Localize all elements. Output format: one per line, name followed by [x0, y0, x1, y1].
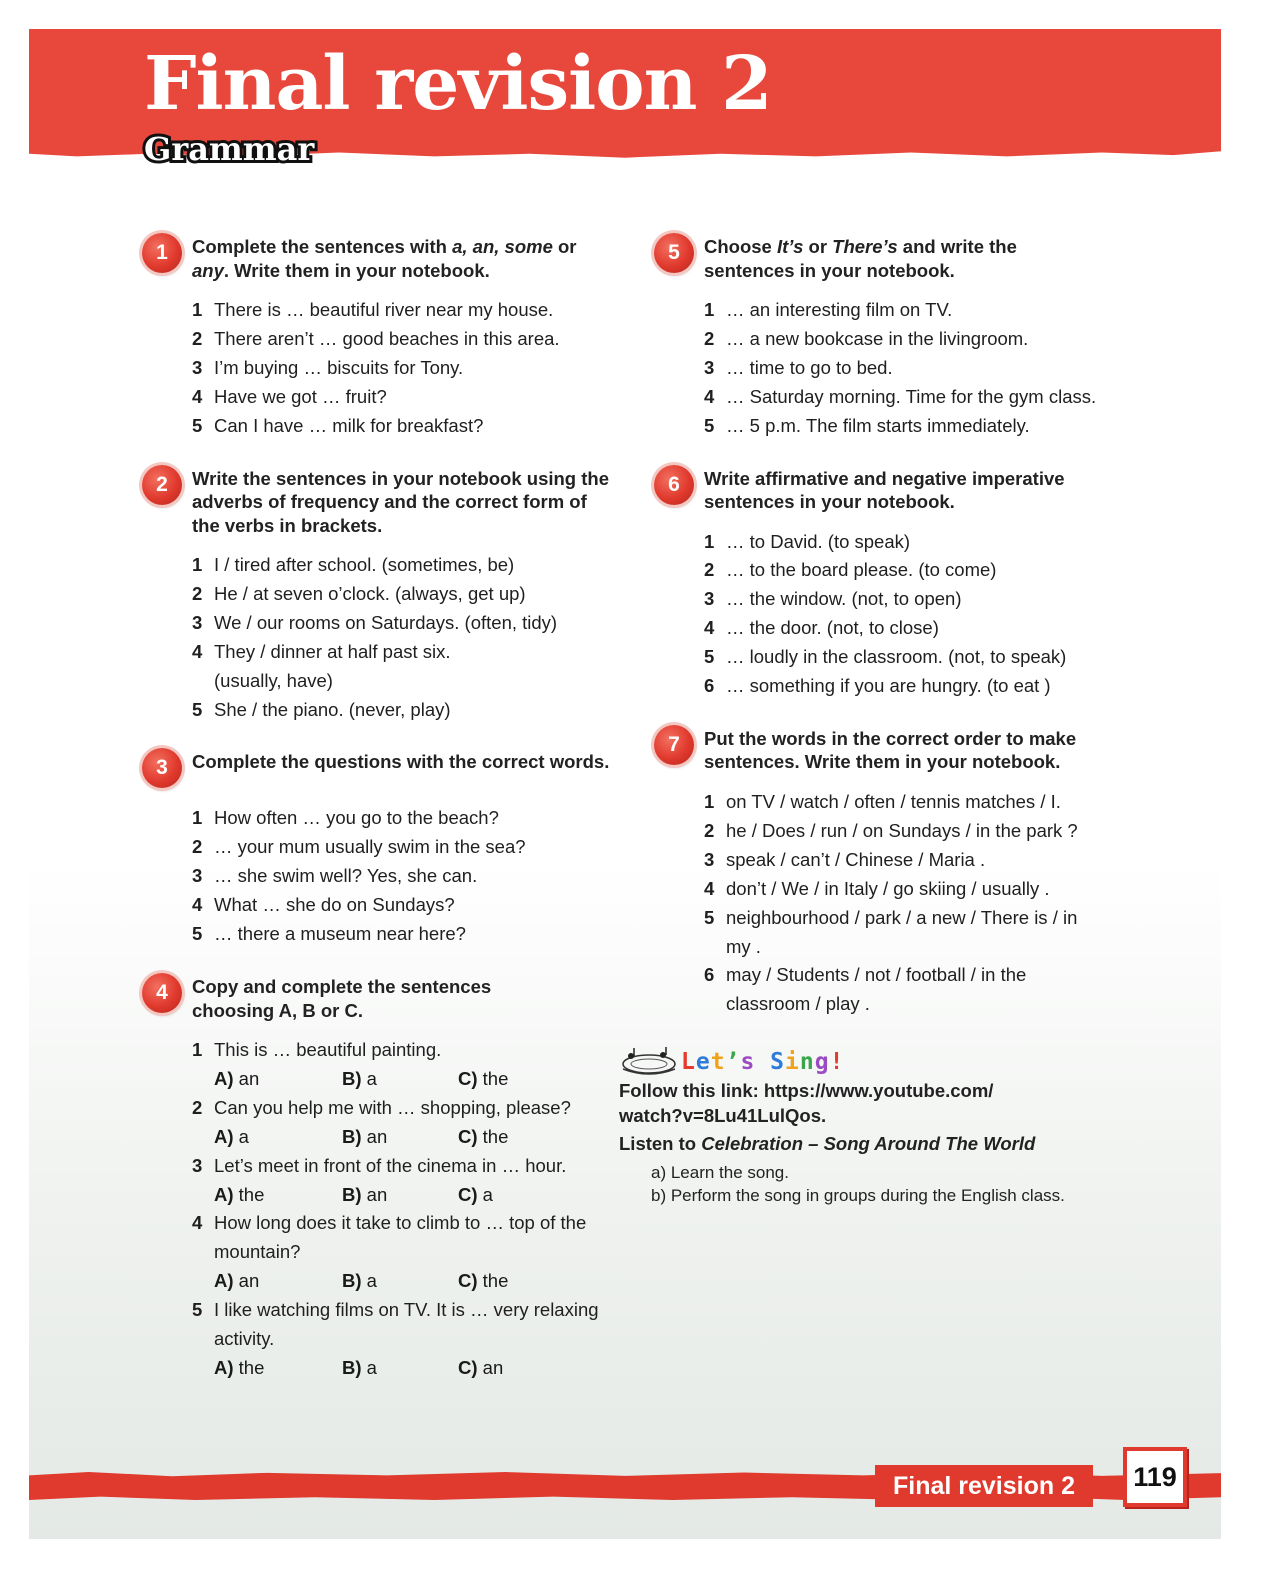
exercise-5: [654, 235, 1124, 441]
exercise-instruction: Choose It’s or There’s and write the sentences in your notebook.: [704, 236, 1017, 281]
list-item: 5 … 5 p.m. The film starts immediately.: [704, 414, 1030, 436]
song-title-letter: [755, 1049, 770, 1075]
list-item: 3 … time to go to bed.: [704, 356, 893, 378]
exercise-6: [654, 467, 1124, 701]
list-item: 3 We / our rooms on Saturdays. (often, tidy): [192, 611, 558, 633]
workbook-page: [29, 29, 1221, 1539]
right-column: [619, 235, 1124, 1208]
choice-a: A) an: [214, 1067, 260, 1089]
song-task: b) Perform the song in groups during the English class.: [651, 1186, 1065, 1206]
exercise-number-badge: 5: [654, 233, 694, 273]
answer-choices: [192, 1181, 612, 1210]
list-item: 1 on TV / watch / often / tennis matches / I.: [704, 790, 1061, 812]
list-item: 6 … something if you are hungry. (to eat ): [704, 675, 1051, 697]
choice-c: C) the: [458, 1270, 509, 1292]
choice-a: A) the: [214, 1183, 265, 1205]
exercise-items: [142, 296, 612, 441]
page-number: 119: [1123, 1447, 1187, 1507]
exercise-items: [142, 1036, 612, 1383]
song-title-letter: L: [681, 1049, 696, 1076]
list-item: 2 he / Does / run / on Sundays / in the park ?: [704, 819, 1078, 841]
list-item: 2 … a new bookcase in the livingroom.: [704, 327, 1029, 349]
choice-c: C) the: [458, 1125, 509, 1147]
exercise-instruction: Put the words in the correct order to make sentences. Write them in your notebook.: [704, 727, 1077, 773]
list-item: 5 She / the piano. (never, play): [192, 698, 451, 720]
choice-b: B) an: [342, 1125, 388, 1147]
answer-choices: [192, 1267, 612, 1296]
list-item: 4 What … she do on Sundays?: [192, 894, 455, 916]
song-link-line-2: watch?v=8Lu41LulQos.: [619, 1104, 827, 1126]
list-item: 4 don’t / We / in Italy / go skiing / usually .: [704, 877, 1050, 899]
choice-c: C) the: [458, 1067, 509, 1089]
list-item: 5 Can I have … milk for breakfast?: [192, 414, 484, 436]
exercise-4: [142, 975, 612, 1383]
list-item: 1 … an interesting film on TV.: [704, 299, 953, 320]
song-task: a) Learn the song.: [651, 1162, 789, 1182]
left-column: [142, 235, 612, 1409]
choice-a: A) the: [214, 1356, 265, 1378]
list-item: 3 Let’s meet in front of the cinema in … hour.: [192, 1154, 567, 1176]
list-item: 3 … the window. (not, to open): [704, 588, 962, 610]
page-title: Final revision 2: [144, 41, 772, 127]
list-item: 2 … to the board please. (to come): [704, 559, 997, 581]
list-item: 3 … she swim well? Yes, she can.: [192, 865, 478, 887]
exercise-instruction: Write affirmative and negative imperative sentences in your notebook.: [704, 467, 1065, 513]
list-item: 1 … to David. (to speak): [704, 530, 911, 552]
music-notes-icon: [619, 1047, 679, 1077]
exercise-instruction: Complete the sentences with a, an, some or any. Write them in your notebook.: [192, 236, 577, 281]
exercise-items: [654, 528, 1124, 701]
song-title-letter: n: [799, 1049, 815, 1076]
choice-b: B) a: [342, 1356, 377, 1378]
list-item: 4 … Saturday morning. Time for the gym class.: [704, 385, 1097, 407]
exercise-number-badge: 6: [654, 465, 694, 505]
list-item: 3 speak / can’t / Chinese / Maria .: [704, 848, 986, 870]
list-item: 3 I’m buying … biscuits for Tony.: [192, 356, 464, 378]
list-item: 6 may / Students / not / football / in the classroom / play .: [704, 964, 1027, 1015]
exercise-instruction: Copy and complete the sentences choosing A, B or C.: [192, 976, 492, 1021]
list-item: 2 … your mum usually swim in the sea?: [192, 836, 526, 858]
exercise-number-badge: 4: [142, 973, 182, 1013]
answer-choices: [192, 1065, 612, 1094]
exercise-2: [142, 467, 612, 725]
choice-c: C) a: [458, 1183, 493, 1205]
song-title-letter: t: [710, 1049, 726, 1076]
list-item: 4 … the door. (not, to close): [704, 617, 939, 639]
exercise-items: [142, 551, 612, 724]
choice-b: B) a: [342, 1067, 377, 1089]
exercise-7: [654, 727, 1124, 1019]
list-item: 5 I like watching films on TV. It is … very relaxing activity.: [192, 1299, 599, 1350]
exercise-items: [142, 804, 612, 949]
exercise-items: [654, 788, 1124, 1019]
list-item: 4 How long does it take to climb to … top of the mountain?: [192, 1212, 587, 1263]
song-tasks: [619, 1161, 1124, 1208]
answer-choices: [192, 1123, 612, 1152]
list-item: 4 Have we got … fruit?: [192, 385, 387, 407]
choice-a: A) an: [214, 1270, 260, 1292]
footer-label: Final revision 2: [875, 1465, 1093, 1507]
list-item: 5 … there a museum near here?: [192, 923, 466, 945]
list-item: 2 There aren’t … good beaches in this area.: [192, 327, 560, 349]
choice-a: A) a: [214, 1125, 249, 1147]
choice-c: C) an: [458, 1356, 504, 1378]
list-item: 5 … loudly in the classroom. (not, to speak): [704, 646, 1067, 668]
lets-sing-box: [619, 1045, 1124, 1208]
section-subtitle: Grammar: [144, 130, 315, 168]
exercise-number-badge: 3: [142, 748, 182, 788]
list-item: 1 There is … beautiful river near my house.: [192, 299, 554, 320]
exercise-instruction: Write the sentences in your notebook using the adverbs of frequency and the correct form of the verbs in brackets.: [192, 467, 609, 536]
exercise-number-badge: 1: [142, 233, 182, 273]
exercise-items: [654, 296, 1124, 441]
list-item: 2 Can you help me with … shopping, please?: [192, 1096, 571, 1118]
song-title-letter: e: [695, 1049, 711, 1076]
list-item: 1 This is … beautiful painting.: [192, 1039, 442, 1060]
list-item: 5 neighbourhood / park / a new / There is / in my .: [704, 906, 1078, 957]
choice-b: B) an: [342, 1183, 388, 1205]
song-title-letter: ’: [725, 1049, 741, 1076]
list-item: 2 He / at seven o’clock. (always, get up): [192, 582, 526, 604]
song-title-letter: !: [829, 1049, 845, 1076]
song-listen: Listen to Celebration – Song Around The World: [619, 1133, 1036, 1155]
exercise-number-badge: 2: [142, 465, 182, 505]
list-item: 4 They / dinner at half past six. (usually, have): [192, 640, 451, 691]
song-title-letter: s: [740, 1049, 756, 1076]
list-item: 1 I / tired after school. (sometimes, be): [192, 554, 515, 576]
song-title-letter: i: [785, 1049, 800, 1076]
list-item: 1 How often … you go to the beach?: [192, 807, 499, 829]
exercise-3: [142, 750, 612, 949]
answer-choices: [192, 1354, 612, 1383]
exercise-number-badge: 7: [654, 725, 694, 765]
song-title-letter: S: [770, 1049, 786, 1076]
song-title: [681, 1049, 844, 1075]
song-link-line-1: Follow this link: https://www.youtube.com/: [619, 1080, 994, 1102]
exercise-1: [142, 235, 612, 441]
exercise-instruction: Complete the questions with the correct words.: [192, 751, 610, 773]
choice-b: B) a: [342, 1270, 377, 1292]
song-title-letter: g: [814, 1049, 830, 1076]
